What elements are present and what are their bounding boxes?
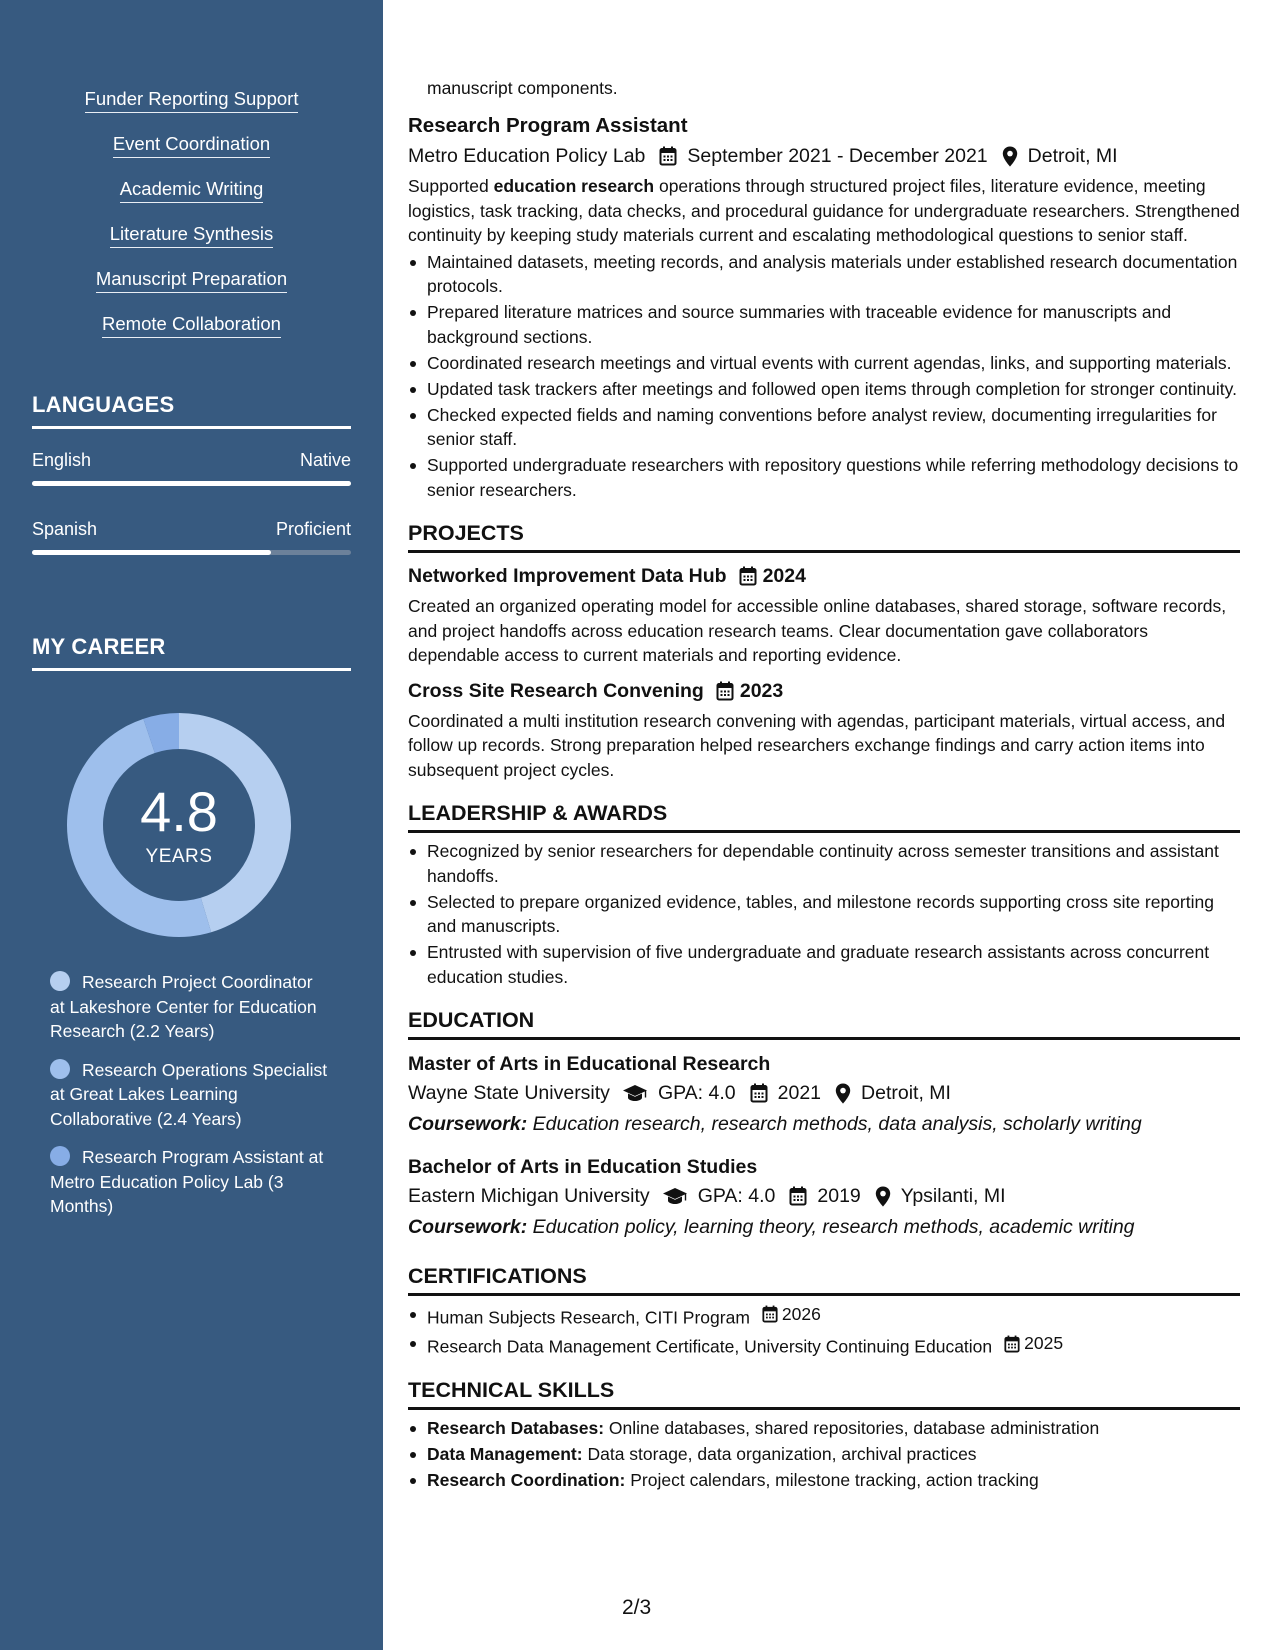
skill-label: Data Management: (427, 1444, 583, 1464)
career-item-text: Research Project Coordinator at Lakeshore Center for Education Research (2.2 Years) (50, 972, 317, 1041)
language-name: Spanish (32, 519, 98, 539)
job-company: Metro Education Policy Lab (408, 145, 646, 167)
job-meta (408, 143, 1240, 169)
job-location: Detroit, MI (1027, 145, 1118, 167)
cert-year: 2025 (1024, 1333, 1064, 1354)
language-row (32, 519, 351, 540)
leadership-list (408, 839, 1240, 989)
career-total-unit: YEARS (145, 846, 213, 867)
calendar-icon (789, 1186, 807, 1206)
skill-tag: Literature Synthesis (110, 223, 274, 248)
school-location: Ypsilanti, MI (900, 1185, 1006, 1207)
skill-value: Data storage, data organization, archival practices (582, 1444, 977, 1464)
calendar-icon (659, 146, 677, 166)
career-item (50, 970, 330, 1044)
skill-label: Research Coordination: (427, 1470, 626, 1490)
project-title: Networked Improvement Data Hub (408, 565, 727, 587)
skill-tag: Funder Reporting Support (85, 88, 299, 113)
technical-skills-heading: TECHNICAL SKILLS (408, 1377, 1240, 1410)
projects-heading: PROJECTS (408, 520, 1240, 553)
list-item: Supported undergraduate researchers with repository questions while referring methodology decisions to senior researchers. (408, 453, 1240, 502)
certifications-list (408, 1302, 1240, 1359)
cert-name: Human Subjects Research, CITI Program (427, 1307, 750, 1328)
language-bar (32, 481, 351, 486)
career-total-value: 4.8 (140, 780, 218, 843)
page-number: 2/3 (622, 1596, 652, 1619)
graduation-cap-icon (662, 1187, 688, 1205)
list-item (408, 1442, 1240, 1467)
skill-value: Online databases, shared repositories, database administration (604, 1418, 1100, 1438)
coursework-text: Education research, research methods, data analysis, scholarly writing (527, 1113, 1142, 1135)
list-item: Recognized by senior researchers for dependable continuity across semester transitions and assistant handoffs. (408, 839, 1240, 888)
skill-value: Project calendars, milestone tracking, action tracking (625, 1470, 1039, 1490)
skill-tag: Remote Collaboration (102, 313, 281, 338)
location-pin-icon (835, 1083, 851, 1104)
cert-year: 2026 (781, 1304, 821, 1324)
project-title-row (408, 563, 1240, 589)
graduation-cap-icon (622, 1084, 648, 1102)
certifications-heading: CERTIFICATIONS (408, 1263, 1240, 1296)
list-item: Updated task trackers after meetings and followed open items through completion for stronger continuity. (408, 377, 1240, 402)
project-title: Cross Site Research Convening (408, 679, 704, 702)
language-row (32, 450, 351, 471)
gpa: GPA: 4.0 (697, 1185, 776, 1207)
job-bullets (408, 250, 1240, 503)
education-meta (408, 1079, 1240, 1107)
list-item: Maintained datasets, meeting records, and analysis materials under established research documentation protocols. (408, 250, 1240, 299)
list-item: Prepared literature matrices and source summaries with traceable evidence for manuscripts and background sections. (408, 300, 1240, 349)
coursework (408, 1213, 1240, 1241)
job-dates: September 2021 - December 2021 (687, 145, 988, 167)
skill-tag: Manuscript Preparation (96, 268, 287, 293)
summary-bold: education research (493, 176, 655, 196)
leadership-heading: LEADERSHIP & AWARDS (408, 800, 1240, 833)
list-item (408, 1302, 1240, 1330)
coursework-label: Coursework: (408, 1113, 528, 1135)
language-bar-fill (32, 550, 271, 555)
skill-tag: Event Coordination (113, 133, 270, 158)
career-list (50, 970, 330, 1233)
main-content (408, 76, 1240, 1494)
calendar-icon (1004, 1335, 1020, 1353)
calendar-icon (750, 1083, 768, 1103)
calendar-icon (739, 566, 757, 586)
career-donut-chart (66, 712, 292, 938)
language-name: English (32, 450, 92, 470)
skill-label: Research Databases: (427, 1418, 605, 1438)
list-item: Coordinated research meetings and virtual events with current agendas, links, and supporting materials. (408, 351, 1240, 376)
gpa: GPA: 4.0 (657, 1082, 736, 1104)
list-item: Selected to prepare organized evidence, tables, and milestone records supporting cross site reporting and manuscripts. (408, 890, 1240, 939)
continued-text: manuscript components. (427, 78, 618, 98)
project-description: Coordinated a multi institution research convening with agendas, participant materials, virtual access, and follow up records. Strong preparation helped researchers exchange findings and carry action items into subsequent project cycles. (408, 710, 1226, 780)
skills-list (0, 88, 383, 358)
language-level: Proficient (275, 519, 351, 539)
list-item (408, 1331, 1240, 1359)
coursework-label: Coursework: (408, 1216, 528, 1238)
career-legend-dot (50, 971, 70, 991)
career-heading: MY CAREER (32, 634, 351, 671)
career-legend-dot (50, 1059, 70, 1079)
languages-heading: LANGUAGES (32, 392, 351, 429)
donut-center (66, 712, 292, 938)
coursework-text: Education policy, learning theory, research methods, academic writing (527, 1216, 1135, 1238)
skill-tag: Academic Writing (120, 178, 264, 203)
career-legend-dot (50, 1146, 70, 1166)
summary-text: operations through structured project files, literature evidence, meeting logistics, task tracking, data checks, and procedural guidance for undergraduate researchers. Strengthened continuity by keeping study materials current and escalating methodological questions to senior staff. (408, 176, 1240, 245)
coursework (408, 1110, 1240, 1138)
list-item (408, 1468, 1240, 1493)
graduation-year: 2021 (777, 1082, 822, 1104)
career-item-text: Research Operations Specialist at Great Lakes Learning Collaborative (2.4 Years) (50, 1059, 328, 1129)
sidebar (0, 0, 383, 1650)
summary-text: Supported (408, 176, 494, 196)
job-summary (408, 174, 1240, 248)
school-name: Eastern Michigan University (408, 1185, 650, 1207)
graduation-year: 2019 (817, 1185, 861, 1207)
project-year: 2024 (762, 565, 806, 587)
project-title-row (408, 678, 1240, 704)
language-bar-fill (32, 481, 351, 486)
calendar-icon (762, 1305, 778, 1323)
education-meta (408, 1182, 1240, 1210)
location-pin-icon (875, 1186, 891, 1207)
career-item (50, 1145, 330, 1219)
cert-name: Research Data Management Certificate, University Continuing Education (427, 1336, 993, 1357)
career-item (50, 1058, 330, 1132)
career-item-text: Research Program Assistant at Metro Education Policy Lab (3 Months) (50, 1147, 324, 1216)
school-location: Detroit, MI (861, 1082, 951, 1104)
list-item: Entrusted with supervision of five undergraduate and graduate research assistants across concurrent education studies. (408, 940, 1240, 989)
language-level: Native (299, 450, 351, 470)
degree-title: Master of Arts in Educational Research (408, 1053, 771, 1075)
project-description: Created an organized operating model for accessible online databases, shared storage, software records, and project handoffs across education research teams. Clear documentation gave collaborators dependable access to current materials and reporting evidence. (408, 596, 1227, 665)
project-year: 2023 (739, 679, 784, 702)
calendar-icon (716, 681, 734, 701)
job-title: Research Program Assistant (408, 114, 688, 137)
degree-title: Bachelor of Arts in Education Studies (408, 1156, 758, 1178)
education-heading: EDUCATION (408, 1007, 1240, 1040)
list-item: Checked expected fields and naming conventions before analyst review, documenting irregularities for senior staff. (408, 403, 1240, 452)
technical-skills-list (408, 1416, 1240, 1493)
location-pin-icon (1002, 146, 1018, 167)
list-item (408, 1416, 1240, 1441)
language-bar (32, 550, 351, 555)
school-name: Wayne State University (408, 1082, 610, 1104)
